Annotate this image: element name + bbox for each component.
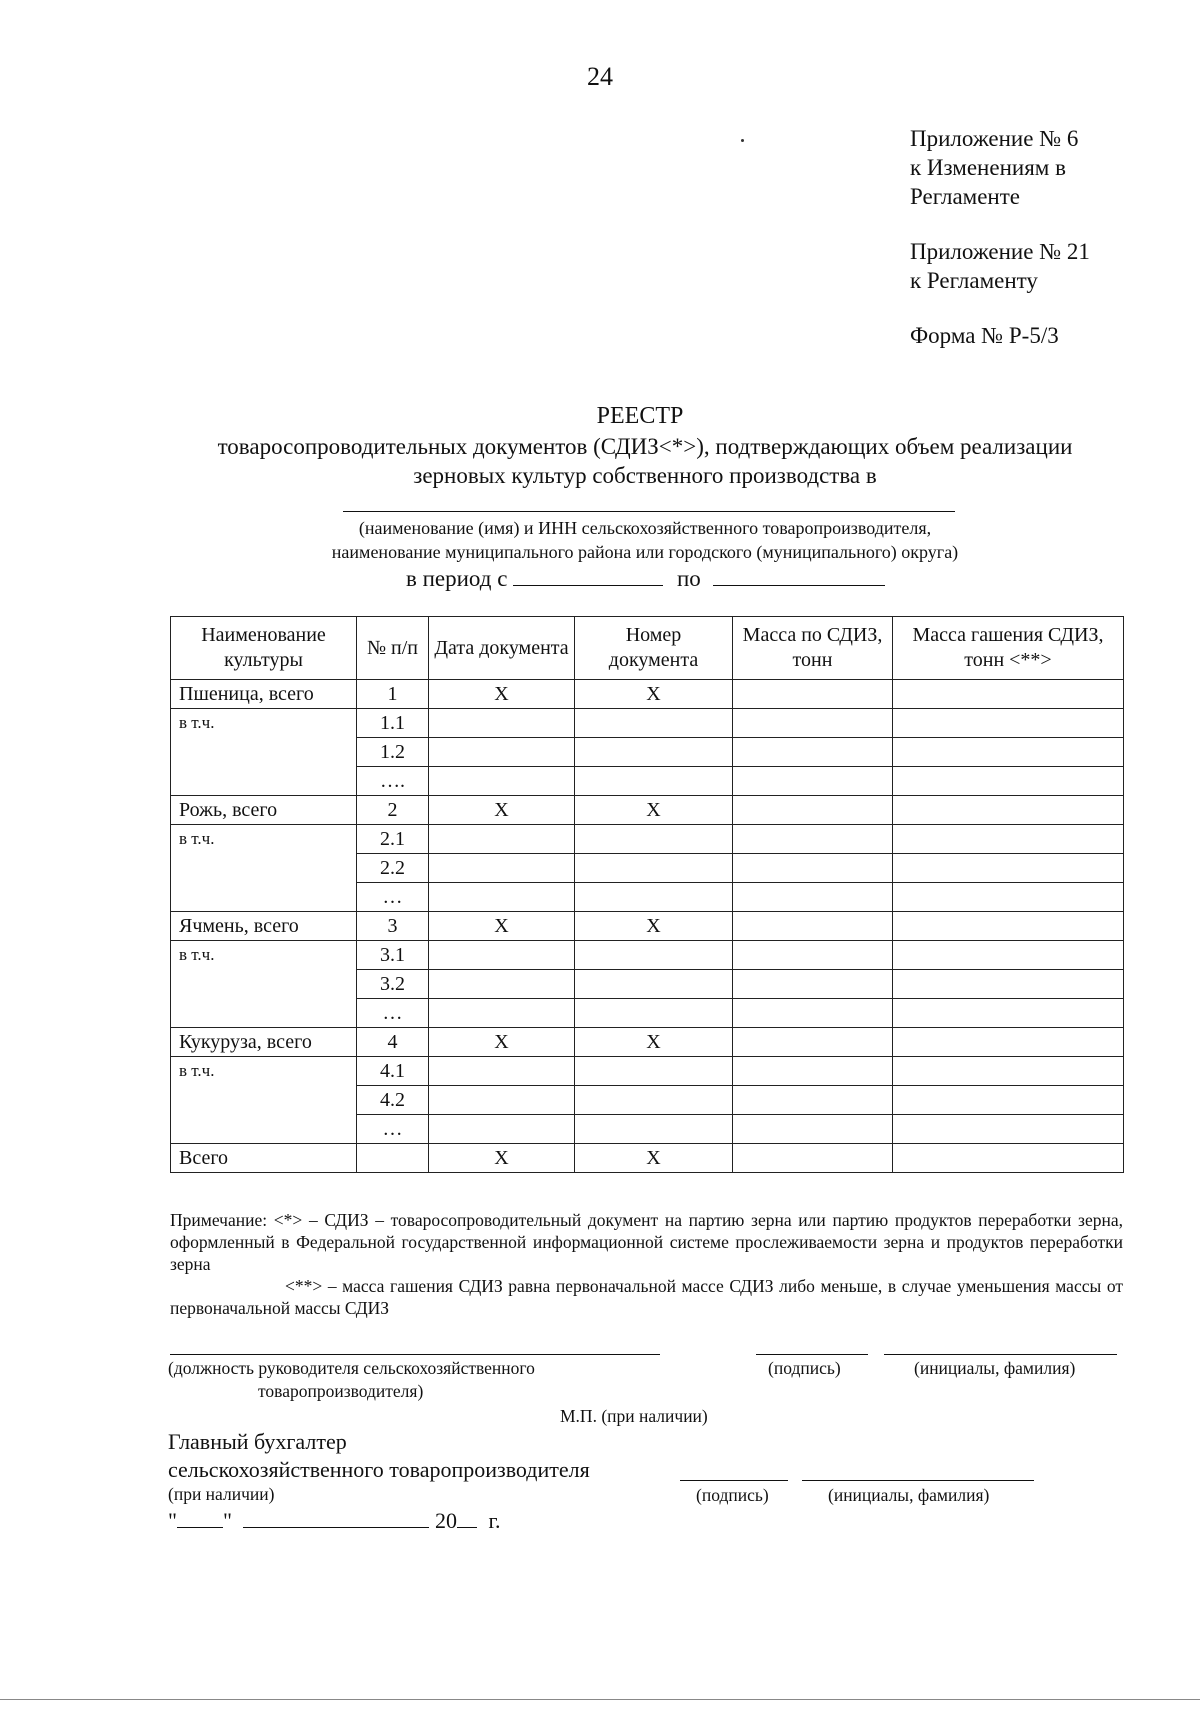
period-from-label: в период с: [406, 566, 508, 591]
empty-cell: [733, 709, 893, 738]
empty-cell: [733, 970, 893, 999]
annex-block-1: [910, 124, 1090, 211]
mass-cell: [733, 796, 893, 825]
annex-line: Регламенте: [910, 184, 1020, 209]
total-doc-number-cell: X: [575, 1144, 733, 1173]
table-row: [171, 912, 1124, 941]
page-number: 24: [587, 62, 613, 91]
total-date-cell: X: [429, 1144, 575, 1173]
empty-cell: [575, 709, 733, 738]
empty-cell: [893, 970, 1124, 999]
empty-cell: [733, 941, 893, 970]
chief-signature-caption: (подпись): [696, 1485, 769, 1505]
empty-cell: [893, 1057, 1124, 1086]
empty-cell: [733, 1115, 893, 1144]
redeemed-mass-cell: [893, 796, 1124, 825]
header-doc-number: Номер документа: [575, 617, 733, 680]
empty-cell: [429, 825, 575, 854]
empty-cell: [429, 941, 575, 970]
total-number: [357, 1144, 429, 1173]
sub-row-number: 4.1: [357, 1057, 429, 1086]
empty-cell: [733, 825, 893, 854]
producer-name-caption: [200, 516, 1090, 564]
empty-cell: [733, 999, 893, 1028]
document-title: РЕЕСТР: [596, 403, 684, 429]
including-label: в т.ч.: [171, 709, 357, 796]
doc-number-cell: X: [575, 912, 733, 941]
empty-cell: [893, 767, 1124, 796]
table-row: [171, 941, 1124, 970]
doc-number-cell: X: [575, 796, 733, 825]
document-subtitle: товаросопроводительных документов (СДИЗ<*>), подтверждающих объем реализации зерновых культур собственного производства в: [217, 434, 1073, 488]
empty-cell: [893, 709, 1124, 738]
total-redeemed-mass-cell: [893, 1144, 1124, 1173]
name-caption-line-2: наименование муниципального района или городского (муниципального) округа): [331, 542, 959, 562]
mass-cell: [733, 912, 893, 941]
empty-cell: [733, 767, 893, 796]
footnote-2: <**> – масса гашения СДИЗ равна первоначальной массе СДИЗ либо меньше, в случае уменьшения массы от первоначальной массы СДИЗ: [170, 1276, 1123, 1318]
sub-row-number: 1.2: [357, 738, 429, 767]
empty-cell: [429, 970, 575, 999]
including-label: в т.ч.: [171, 1057, 357, 1144]
seal-caption: М.П. (при наличии): [560, 1406, 708, 1426]
doc-number-cell: X: [575, 1028, 733, 1057]
row-number: 3: [357, 912, 429, 941]
empty-cell: [733, 854, 893, 883]
scan-bottom-edge: [0, 1699, 1200, 1700]
annex-block-2: [910, 237, 1090, 295]
header-redeemed-mass: Масса гашения СДИЗ, тонн <**>: [893, 617, 1124, 680]
sub-row-number: 4.2: [357, 1086, 429, 1115]
empty-cell: [429, 1115, 575, 1144]
head-position-line: [170, 1354, 660, 1355]
empty-cell: [575, 1057, 733, 1086]
doc-date-cell: X: [429, 680, 575, 709]
empty-cell: [893, 1115, 1124, 1144]
sub-row-number: ….: [357, 767, 429, 796]
empty-cell: [733, 1057, 893, 1086]
empty-cell: [575, 1086, 733, 1115]
empty-cell: [575, 999, 733, 1028]
mass-cell: [733, 1028, 893, 1057]
period-line: [406, 565, 885, 592]
total-mass-cell: [733, 1144, 893, 1173]
annex-block: [910, 124, 1090, 376]
sub-row-number: 3.2: [357, 970, 429, 999]
sub-row-number: 1.1: [357, 709, 429, 738]
empty-cell: [575, 738, 733, 767]
header-mass: Масса по СДИЗ, тонн: [733, 617, 893, 680]
table-header-row: [171, 617, 1124, 680]
header-number: № п/п: [357, 617, 429, 680]
row-number: 1: [357, 680, 429, 709]
empty-cell: [575, 941, 733, 970]
culture-name: Ячмень, всего: [171, 912, 357, 941]
table-total-row: [171, 1144, 1124, 1173]
date-quote-open: ": [168, 1508, 177, 1533]
scan-dot: [741, 139, 744, 142]
table-row: [171, 796, 1124, 825]
annex-line: к Регламенту: [910, 268, 1038, 293]
including-label: в т.ч.: [171, 941, 357, 1028]
head-initials-line: [884, 1354, 1117, 1355]
table-row: [171, 825, 1124, 854]
empty-cell: [429, 709, 575, 738]
head-signature-line: [756, 1354, 868, 1355]
head-position-caption-2: товаропроизводителя): [258, 1381, 424, 1401]
head-initials-caption: (инициалы, фамилия): [914, 1358, 1076, 1378]
chief-accountant-optional: (при наличии): [168, 1484, 275, 1504]
empty-cell: [429, 883, 575, 912]
redeemed-mass-cell: [893, 912, 1124, 941]
date-year-blank: [457, 1509, 477, 1528]
chief-accountant-title: Главный бухгалтер: [168, 1429, 347, 1454]
footnote-1: Примечание: <*> – СДИЗ – товаросопроводительный документ на партию зерна или партию продуктов переработки зерна, оформленный в Федеральной государственной информационной системе прослеживаемости зерна и продуктов переработки зерна: [170, 1210, 1123, 1274]
head-signature-caption: (подпись): [768, 1358, 841, 1378]
table-row: [171, 709, 1124, 738]
empty-cell: [733, 738, 893, 767]
empty-cell: [429, 854, 575, 883]
empty-cell: [575, 970, 733, 999]
empty-cell: [893, 941, 1124, 970]
culture-name: Рожь, всего: [171, 796, 357, 825]
row-number: 4: [357, 1028, 429, 1057]
table-body: [171, 680, 1124, 1173]
header-culture: Наименование культуры: [171, 617, 357, 680]
empty-cell: [733, 1086, 893, 1115]
header-date: Дата документа: [429, 617, 575, 680]
sub-row-number: …: [357, 1115, 429, 1144]
chief-accountant-org: сельскохозяйственного товаропроизводителя: [168, 1457, 590, 1482]
empty-cell: [429, 767, 575, 796]
total-label: Всего: [171, 1144, 357, 1173]
empty-cell: [893, 854, 1124, 883]
empty-cell: [893, 1086, 1124, 1115]
empty-cell: [429, 738, 575, 767]
redeemed-mass-cell: [893, 680, 1124, 709]
including-label: в т.ч.: [171, 825, 357, 912]
form-number: Форма № Р-5/3: [910, 323, 1059, 348]
date-line: [168, 1508, 501, 1534]
empty-cell: [429, 999, 575, 1028]
doc-date-cell: X: [429, 1028, 575, 1057]
sub-row-number: 3.1: [357, 941, 429, 970]
doc-date-cell: X: [429, 912, 575, 941]
chief-signature-line: [680, 1480, 788, 1481]
period-from-blank: [513, 565, 663, 586]
producer-name-line: [343, 511, 955, 512]
empty-cell: [429, 1057, 575, 1086]
head-position-caption-1: (должность руководителя сельскохозяйственного: [168, 1358, 535, 1378]
register-table: [170, 616, 1124, 1173]
chief-initials-caption: (инициалы, фамилия): [828, 1485, 990, 1505]
chief-initials-line: [802, 1480, 1034, 1481]
redeemed-mass-cell: [893, 1028, 1124, 1057]
doc-number-cell: X: [575, 680, 733, 709]
empty-cell: [575, 854, 733, 883]
sub-row-number: 2.2: [357, 854, 429, 883]
footnote: [170, 1209, 1123, 1319]
empty-cell: [575, 883, 733, 912]
date-month-blank: [243, 1509, 429, 1528]
table-row: [171, 680, 1124, 709]
empty-cell: [893, 999, 1124, 1028]
name-caption-line-1: (наименование (имя) и ИНН сельскохозяйственного товаропроизводителя,: [358, 518, 932, 538]
date-quote-close: ": [222, 1508, 232, 1533]
empty-cell: [575, 1115, 733, 1144]
mass-cell: [733, 680, 893, 709]
empty-cell: [575, 825, 733, 854]
row-number: 2: [357, 796, 429, 825]
period-to-blank: [713, 565, 885, 586]
empty-cell: [893, 825, 1124, 854]
empty-cell: [893, 883, 1124, 912]
table-row: [171, 1028, 1124, 1057]
annex-line: Приложение № 21: [910, 239, 1090, 264]
annex-line: к Изменениям в: [910, 155, 1066, 180]
empty-cell: [429, 1086, 575, 1115]
date-day-blank: [177, 1509, 223, 1528]
sub-row-number: …: [357, 883, 429, 912]
date-year: 20: [434, 1508, 457, 1533]
culture-name: Кукуруза, всего: [171, 1028, 357, 1057]
sub-row-number: …: [357, 999, 429, 1028]
sub-row-number: 2.1: [357, 825, 429, 854]
annex-line: Приложение № 6: [910, 126, 1079, 151]
empty-cell: [893, 738, 1124, 767]
doc-date-cell: X: [429, 796, 575, 825]
empty-cell: [575, 767, 733, 796]
date-suffix: г.: [488, 1508, 501, 1533]
culture-name: Пшеница, всего: [171, 680, 357, 709]
table-row: [171, 1057, 1124, 1086]
empty-cell: [733, 883, 893, 912]
period-to-label: по: [676, 566, 701, 591]
